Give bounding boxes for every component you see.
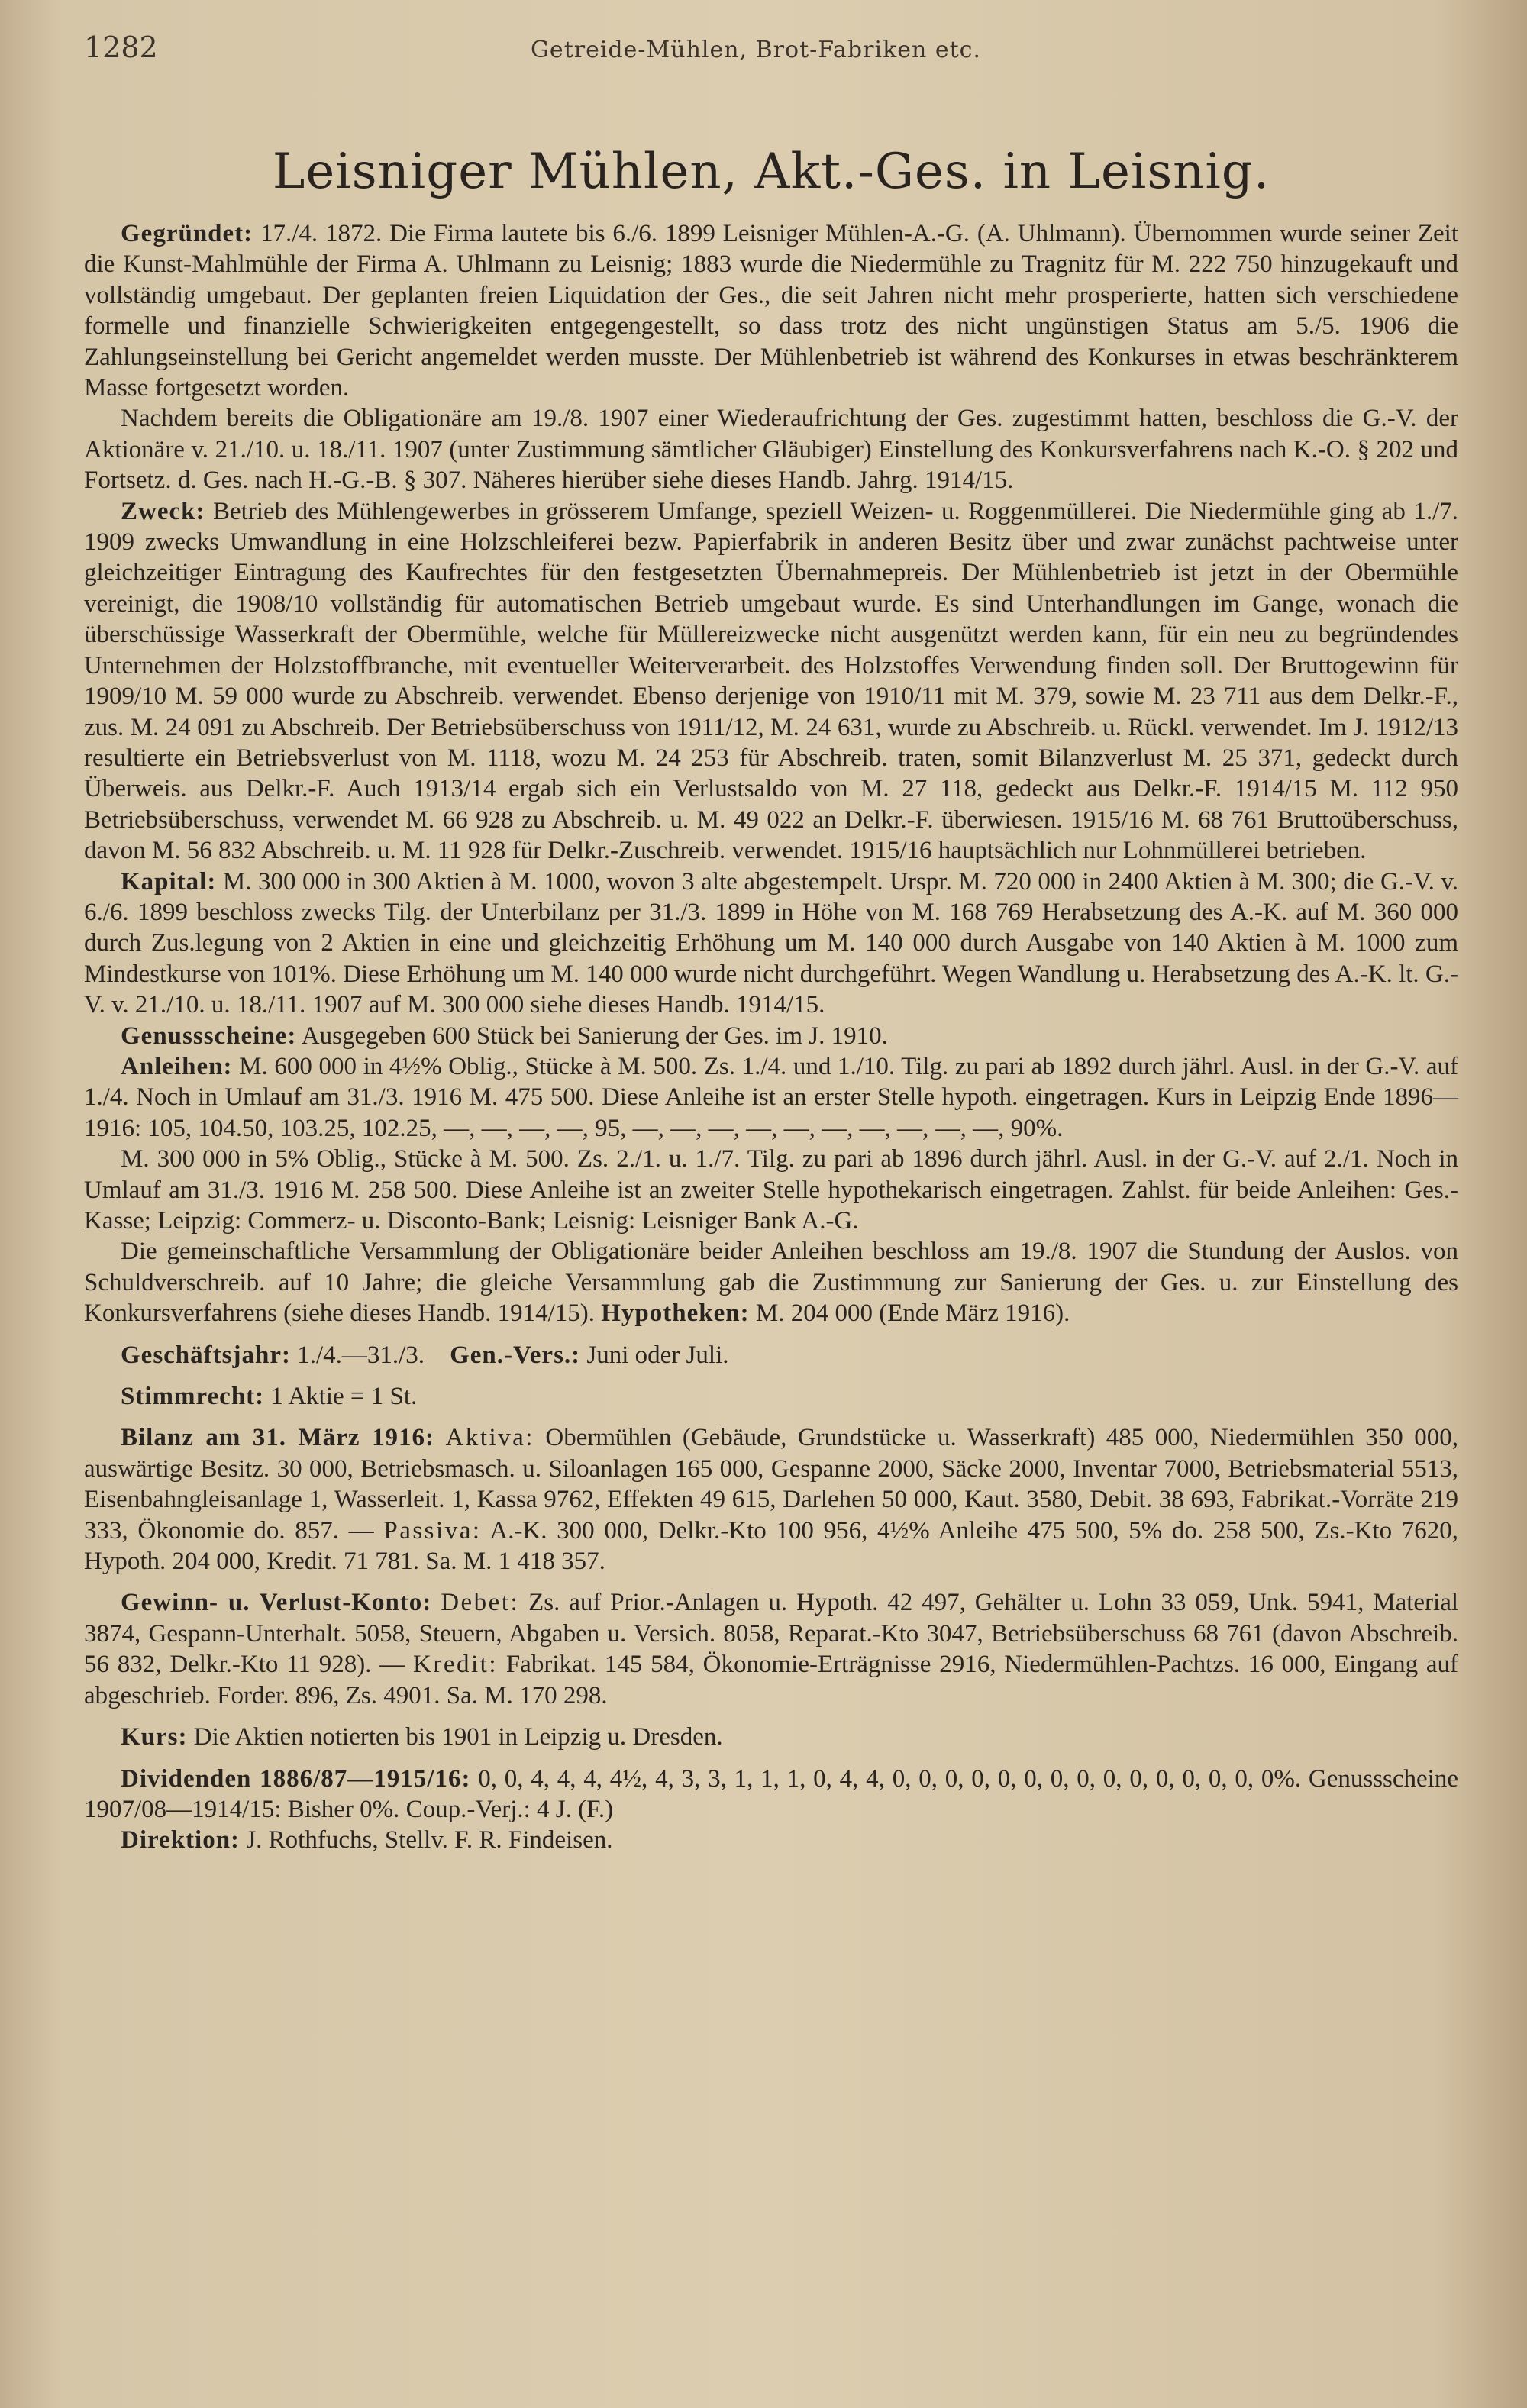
label-kredit: Kredit:: [413, 1651, 499, 1679]
section-kapital: [84, 867, 1458, 1021]
text-aktiva: Obermühlen (Gebäude, Grundstücke u. Wasserkraft) 485 000, Niedermühlen 350 000, auswärtige Besitz. 30 000, Betriebsmasch. u. Siloanlagen 165 000, Gespanne 2000, Säcke 2000, Inventar 7000, Betriebsmaterial 5513, Eisenbahngleisanlage 1, Wasserleit. 1, Kassa 9762, Effekten 49 615, Darlehen 50 000, Kaut. 3580, Debit. 38 693, Fabrikat.-Vorräte 219 333, Ökonomie do. 857. —: [84, 1424, 1459, 1545]
text-passiva: A.-K. 300 000, Delkr.-Kto 100 956, 4½% Anleihe 475 500, 5% do. 258 500, Zs.-Kto 7620, Hypoth. 204 000, Kredit. 71 781. Sa. M. 1 418 357.: [84, 1516, 1458, 1576]
section-dividenden: [84, 1764, 1458, 1825]
text-gen-vers: Juni oder Juli.: [586, 1341, 729, 1369]
section-anleihen: [84, 1051, 1458, 1144]
text-debet: Zs. auf Prior.-Anlagen u. Hypoth. 42 497, Gehälter u. Lohn 33 059, Unk. 5941, Material 3874, Gespann-Unterhalt. 5058, Steuern, Abgaben u. Versich. 8058, Reparat.-Kto 3047, Betriebsüberschuss 68 761 (davon Abschreib. 56 832, Delkr.-Kto 11 928). —: [84, 1589, 1459, 1679]
text-dividenden: 0, 0, 4, 4, 4, 4½, 4, 3, 3, 1, 1, 1, 0, 4, 4, 0, 0, 0, 0, 0, 0, 0, 0, 0, 0, 0, 0, 0, 0, 0%. Genussscheine 1907/08—1914/15: Bisher 0%. Coup.-Verj.: 4 J. (F.): [84, 1764, 1458, 1823]
text-geschaeftsjahr: 1./4.—31./3.: [297, 1341, 425, 1369]
label-passiva: Passiva:: [383, 1516, 482, 1545]
text-kapital: M. 300 000 in 300 Aktien à M. 1000, wovon 3 alte abgestempelt. Urspr. M. 720 000 in 2400 Aktien à M. 300; die G.-V. v. 6./6. 1899 beschloss zwecks Tilg. der Unterbilanz per 31./3. 1899 in Höhe von M. 168 769 Herabsetzung des A.-K. auf M. 360 000 durch Zus.legung von 2 Aktien in eine und gleichzeitig Erhöhung um M. 140 000 durch Ausgabe von 140 Aktien à M. 1000 zum Mindestkurse von 101%. Diese Erhöhung um M. 140 000 wurde nicht durchgeführt. Wegen Wandlung u. Herabsetzung des A.-K. lt. G.-V. v. 21./10. u. 18./11. 1907 auf M. 300 000 siehe dieses Handb. 1914/15.: [84, 867, 1458, 1019]
section-nachdem: [84, 403, 1458, 495]
section-bilanz: [84, 1422, 1458, 1577]
section-guv: [84, 1587, 1458, 1711]
text-direktion: J. Rothfuchs, Stellv. F. R. Findeisen.: [246, 1826, 613, 1854]
section-direktion: [84, 1825, 1458, 1855]
section-anleihen-2: [84, 1144, 1458, 1236]
section-kurs: [84, 1722, 1458, 1752]
section-geschaeftsjahr: [84, 1340, 1458, 1370]
text-kurs: Die Aktien notierten bis 1901 in Leipzig u. Dresden.: [193, 1723, 723, 1751]
section-zweck: [84, 496, 1458, 867]
entry-title: Leisniger Mühlen, Akt.-Ges. in Leisnig.: [272, 144, 1270, 200]
label-gegruendet: Gegründet:: [121, 220, 253, 247]
text-hypotheken: M. 204 000 (Ende März 1916).: [755, 1299, 1070, 1328]
label-dividenden: Dividenden 1886/87—1915/16:: [121, 1764, 471, 1793]
label-direktion: Direktion:: [121, 1826, 241, 1854]
text-genussscheine: Ausgegeben 600 Stück bei Sanierung der Ges. im J. 1910.: [301, 1022, 888, 1050]
running-head: Getreide-Mühlen, Brot-Fabriken etc.: [530, 37, 982, 63]
label-gen-vers: Gen.-Vers.:: [450, 1341, 581, 1369]
label-kapital: Kapital:: [121, 867, 217, 896]
label-geschaeftsjahr: Geschäftsjahr:: [121, 1341, 291, 1369]
section-anleihen-3: [84, 1236, 1458, 1328]
label-guv: Gewinn- u. Verlust-Konto:: [121, 1589, 432, 1617]
label-aktiva: Aktiva:: [445, 1424, 534, 1452]
section-stimmrecht: [84, 1381, 1458, 1412]
text-anleihen: M. 600 000 in 4½% Oblig., Stücke à M. 500. Zs. 1./4. und 1./10. Tilg. zu pari ab 1892 durch jährl. Ausl. in der G.-V. auf 1./4. Noch in Umlauf am 31./3. 1916 M. 475 500. Diese Anleihe ist an erster Stelle hypoth. eingetragen. Kurs in Leipzig Ende 1896—1916: 105, 104.50, 103.25, 102.25, —, —, —, —, 95, —, —, —, —, —, —, —, —, —, —, 90%.: [84, 1052, 1459, 1142]
text-gegruendet: 17./4. 1872. Die Firma lautete bis 6./6. 1899 Leisniger Mühlen-A.-G. (A. Uhlmann). Übernommen wurde seiner Zeit die Kunst-Mahlmühle der Firma A. Uhlmann zu Leisnig; 1883 wurde die Niedermühle zu Tragnitz für M. 222 750 hinzugekauft und vollständig umgebaut. Der geplanten freien Liquidation der Ges., die seit Jahren nicht mehr prosperierte, hatten sich verschiedene formelle und finanzielle Schwierigkeiten entgegengestellt, so dass trotz des nicht ungünstigen Status am 5./5. 1906 die Zahlungseinstellung bei Gericht angemeldet werden musste. Der Mühlenbetrieb ist während des Konkurses in etwas beschränkterem Masse fortgesetzt worden.: [84, 220, 1458, 402]
text-anleihen-3: Die gemeinschaftliche Versammlung der Obligationäre beider Anleihen beschloss am 19./8. 1907 die Stundung der Auslos. von Schuldverschreib. auf 10 Jahre; die gleiche Versammlung gab die Zustimmung zur Sanierung der Ges. u. zur Einstellung des Konkursverfahrens (siehe dieses Handb. 1914/15).: [84, 1238, 1458, 1328]
label-hypotheken: Hypotheken:: [601, 1299, 750, 1328]
section-genussscheine: [84, 1021, 1458, 1051]
text-kredit: Fabrikat. 145 584, Ökonomie-Erträgnisse 2916, Niedermühlen-Pachtzs. 16 000, Eingang auf abgeschrieb. Forder. 896, Zs. 4901. Sa. M. 170 298.: [84, 1651, 1459, 1709]
text-zweck: Betrieb des Mühlengewerbes in grösserem Umfange, speziell Weizen- u. Roggenmüllerei. Die Niedermühle ging ab 1./7. 1909 zwecks Umwandlung in eine Holzschleiferei bezw. Papierfabrik in anderen Besitz über und zwar zunächst pachtweise unter gleichzeitiger Eintragung des Kaufrechtes für den festgesetzten Übernahmepreis. Der Mühlenbetrieb ist jetzt in der Obermühle vereinigt, die 1908/10 vollständig für automatischen Betrieb umgebaut wurde. Es sind Unterhandlungen im Gange, wonach die überschüssige Wasserkraft der Obermühle, welche für Müllereizwecke nicht ausgenützt werden kann, für ein neu zu begründendes Unternehmen der Holzstoffbranche, mit eventueller Weiterverarbeit. des Holzstoffes Verwendung finden soll. Der Bruttogewinn für 1909/10 M. 59 000 wurde zu Abschreib. verwendet. Ebenso derjenige von 1910/11 mit M. 379, sowie M. 23 711 aus dem Delkr.-F., zus. M. 24 091 zu Abschreib. Der Betriebsüberschuss von 1911/12, M. 24 631, wurde zu Abschreib. u. Rückl. verwendet. Im J. 1912/13 resultierte ein Betriebsverlust von M. 1118, wozu M. 24 253 für Abschreib. traten, somit Bilanzverlust M. 25 371, gedeckt durch Überweis. aus Delkr.-F. Auch 1913/14 ergab sich ein Verlustsaldo von M. 27 118, gedeckt aus Delkr.-F. 1914/15 M. 112 950 Betriebsüberschuss, verwendet M. 66 928 zu Abschreib. u. M. 49 022 an Delkr.-F. überwiesen. 1915/16 M. 68 761 Bruttoüberschuss, davon M. 56 832 Abschreib. u. M. 11 928 für Delkr.-Zuschreib. verwendet. 1915/16 hauptsächlich nur Lohnmüllerei betrieben.: [84, 497, 1458, 865]
page-header: [84, 31, 1458, 92]
label-debet: Debet:: [441, 1589, 520, 1617]
label-anleihen: Anleihen:: [121, 1052, 233, 1080]
label-kurs: Kurs:: [121, 1723, 188, 1751]
entry-body: [84, 218, 1458, 1856]
text-anleihen-2: M. 300 000 in 5% Oblig., Stücke à M. 500. Zs. 2./1. u. 1./7. Tilg. zu pari ab 1896 durch jährl. Ausl. in der G.-V. auf 2./1. Noch in Umlauf am 31./3. 1916 M. 258 500. Diese Anleihe ist an zweiter Stelle hypothekarisch eingetragen. Zahlst. für beide Anleihen: Ges.-Kasse; Leipzig: Commerz- u. Disconto-Bank; Leisnig: Leisniger Bank A.-G.: [84, 1145, 1458, 1235]
label-stimmrecht: Stimmrecht:: [121, 1383, 265, 1411]
label-bilanz: Bilanz am 31. März 1916:: [121, 1424, 434, 1452]
label-genussscheine: Genussscheine:: [121, 1022, 297, 1050]
label-zweck: Zweck:: [121, 497, 205, 525]
text-stimmrecht: 1 Aktie = 1 St.: [270, 1383, 418, 1411]
text-nachdem: Nachdem bereits die Obligationäre am 19./8. 1907 einer Wiederaufrichtung der Ges. zugestimmt hatten, beschloss die G.-V. der Aktionäre v. 21./10. u. 18./11. 1907 (unter Zustimmung sämtlicher Gläubiger) Einstellung des Konkursverfahrens nach K.-O. § 202 und Fortsetz. d. Ges. nach H.-G.-B. § 307. Näheres hierüber siehe dieses Handb. Jahrg. 1914/15.: [84, 405, 1458, 495]
page-number: 1282: [84, 31, 158, 64]
section-gegruendet: [84, 218, 1458, 403]
